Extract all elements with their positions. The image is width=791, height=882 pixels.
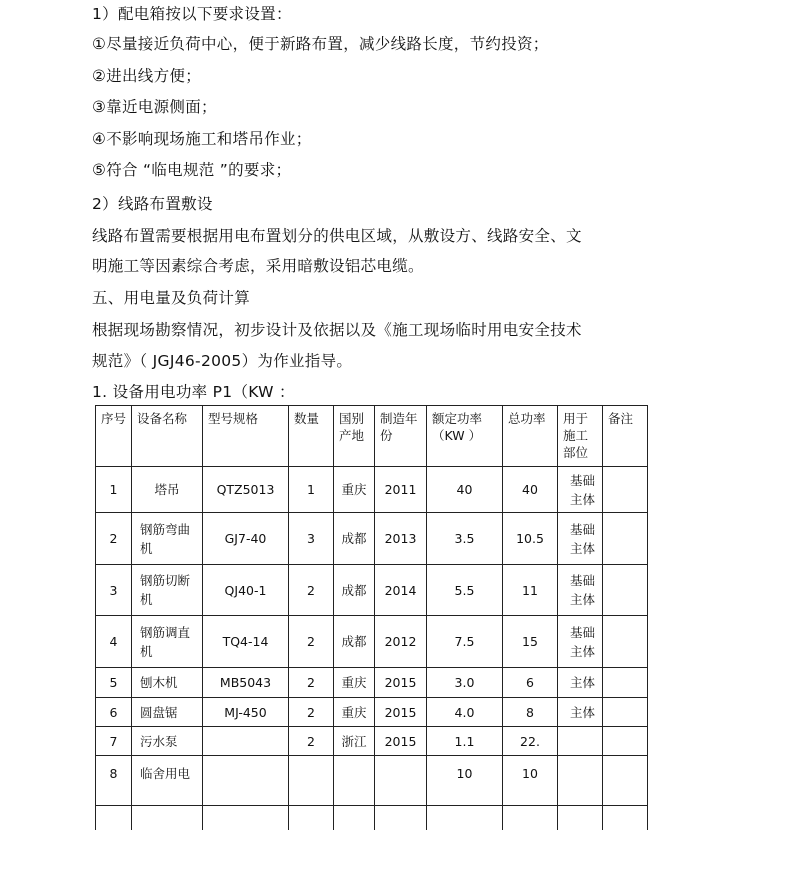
cell-remark xyxy=(603,806,648,830)
cell-origin: 成都 xyxy=(334,513,375,565)
header-rated: 额定功率（KW ） xyxy=(427,406,503,467)
cell-no: 4 xyxy=(96,616,132,668)
cell-remark xyxy=(603,616,648,668)
cell-usage xyxy=(558,806,603,830)
cell-origin xyxy=(334,756,375,806)
cell-model: GJ7-40 xyxy=(203,513,289,565)
cell-qty: 1 xyxy=(289,467,334,513)
cell-qty: 2 xyxy=(289,565,334,616)
cell-origin xyxy=(334,806,375,830)
table-row xyxy=(96,616,648,668)
cell-qty xyxy=(289,756,334,806)
table-header-row xyxy=(96,406,648,467)
cell-usage: 基础主体 xyxy=(558,616,603,668)
cell-total: 10 xyxy=(503,756,558,806)
cell-name xyxy=(132,806,203,830)
cell-rated: 40 xyxy=(427,467,503,513)
para-wiring-line2: 明施工等因素综合考虑，采用暗敷设铝芯电缆。 xyxy=(92,257,424,275)
table-row xyxy=(96,565,648,616)
cell-total: 11 xyxy=(503,565,558,616)
cell-no: 1 xyxy=(96,467,132,513)
cell-origin: 成都 xyxy=(334,565,375,616)
cell-usage xyxy=(558,727,603,756)
cell-total: 6 xyxy=(503,668,558,698)
cell-name: 塔吊 xyxy=(132,467,203,513)
cell-model xyxy=(203,806,289,830)
para-setup-heading: 1）配电箱按以下要求设置： xyxy=(92,5,292,23)
cell-total: 8 xyxy=(503,698,558,727)
cell-year xyxy=(375,756,427,806)
cell-model: MB5043 xyxy=(203,668,289,698)
cell-year: 2015 xyxy=(375,698,427,727)
para-item-3: ③靠近电源侧面； xyxy=(92,98,217,116)
cell-name: 钢筋调直机 xyxy=(132,616,203,668)
cell-no: 6 xyxy=(96,698,132,727)
table-row xyxy=(96,756,648,806)
table-row xyxy=(96,668,648,698)
cell-total: 40 xyxy=(503,467,558,513)
cell-model: MJ-450 xyxy=(203,698,289,727)
cell-remark xyxy=(603,467,648,513)
cell-no: 2 xyxy=(96,513,132,565)
cell-name: 圆盘锯 xyxy=(132,698,203,727)
section-heading-load: 五、用电量及负荷计算 xyxy=(92,289,251,307)
table-row xyxy=(96,806,648,830)
cell-remark xyxy=(603,698,648,727)
cell-total: 15 xyxy=(503,616,558,668)
para-basis-line2: 规范》（ JGJ46-2005）为作业指导。 xyxy=(92,352,353,370)
cell-no: 5 xyxy=(96,668,132,698)
header-origin: 国别产地 xyxy=(334,406,375,467)
para-wiring-heading: 2）线路布置敷设 xyxy=(92,195,213,213)
cell-rated: 4.0 xyxy=(427,698,503,727)
cell-qty xyxy=(289,806,334,830)
para-wiring-line1: 线路布置需要根据用电布置划分的供电区域，从敷设方、线路安全、文 xyxy=(92,227,582,245)
cell-model xyxy=(203,727,289,756)
header-qty: 数量 xyxy=(289,406,334,467)
cell-qty: 2 xyxy=(289,616,334,668)
cell-name: 临舍用电 xyxy=(132,756,203,806)
table-row xyxy=(96,698,648,727)
cell-remark xyxy=(603,668,648,698)
cell-usage: 基础主体 xyxy=(558,513,603,565)
cell-qty: 3 xyxy=(289,513,334,565)
para-item-4: ④不影响现场施工和塔吊作业； xyxy=(92,130,312,148)
header-no: 序号 xyxy=(96,406,132,467)
cell-usage: 主体 xyxy=(558,668,603,698)
cell-model: TQ4-14 xyxy=(203,616,289,668)
cell-usage: 主体 xyxy=(558,698,603,727)
cell-remark xyxy=(603,565,648,616)
cell-no: 8 xyxy=(96,756,132,806)
cell-rated: 10 xyxy=(427,756,503,806)
cell-model: QTZ5013 xyxy=(203,467,289,513)
para-item-2: ②进出线方便； xyxy=(92,67,201,85)
cell-year xyxy=(375,806,427,830)
table-row xyxy=(96,513,648,565)
cell-name: 污水泵 xyxy=(132,727,203,756)
cell-origin: 浙江 xyxy=(334,727,375,756)
cell-rated: 7.5 xyxy=(427,616,503,668)
cell-rated: 3.5 xyxy=(427,513,503,565)
cell-year: 2011 xyxy=(375,467,427,513)
cell-total: 10.5 xyxy=(503,513,558,565)
cell-name: 刨木机 xyxy=(132,668,203,698)
cell-qty: 2 xyxy=(289,727,334,756)
cell-total: 22. xyxy=(503,727,558,756)
cell-usage xyxy=(558,756,603,806)
cell-no: 7 xyxy=(96,727,132,756)
cell-origin: 重庆 xyxy=(334,668,375,698)
para-item-1: ①尽量接近负荷中心，便于新路布置，减少线路长度，节约投资； xyxy=(92,35,549,53)
cell-year: 2015 xyxy=(375,668,427,698)
cell-remark xyxy=(603,756,648,806)
cell-rated: 3.0 xyxy=(427,668,503,698)
header-name: 设备名称 xyxy=(132,406,203,467)
cell-year: 2014 xyxy=(375,565,427,616)
cell-remark xyxy=(603,727,648,756)
cell-no xyxy=(96,806,132,830)
cell-origin: 成都 xyxy=(334,616,375,668)
cell-usage: 基础主体 xyxy=(558,565,603,616)
table-row xyxy=(96,467,648,513)
cell-rated xyxy=(427,806,503,830)
cell-name: 钢筋弯曲机 xyxy=(132,513,203,565)
header-model: 型号规格 xyxy=(203,406,289,467)
header-remark: 备注 xyxy=(603,406,648,467)
cell-year: 2013 xyxy=(375,513,427,565)
cell-remark xyxy=(603,513,648,565)
cell-origin: 重庆 xyxy=(334,698,375,727)
cell-model: QJ40-1 xyxy=(203,565,289,616)
cell-qty: 2 xyxy=(289,698,334,727)
cell-usage: 基础主体 xyxy=(558,467,603,513)
para-item-5: ⑤符合 “临电规范 ”的要求； xyxy=(92,161,292,179)
cell-no: 3 xyxy=(96,565,132,616)
cell-year: 2015 xyxy=(375,727,427,756)
header-total: 总功率 xyxy=(503,406,558,467)
table-caption: 1. 设备用电功率 P1（KW ： xyxy=(92,383,295,401)
cell-name: 钢筋切断机 xyxy=(132,565,203,616)
cell-model xyxy=(203,756,289,806)
cell-year: 2012 xyxy=(375,616,427,668)
cell-origin: 重庆 xyxy=(334,467,375,513)
header-year: 制造年份 xyxy=(375,406,427,467)
cell-rated: 1.1 xyxy=(427,727,503,756)
cell-qty: 2 xyxy=(289,668,334,698)
para-basis-line1: 根据现场勘察情况，初步设计及依据以及《施工现场临时用电安全技术 xyxy=(92,321,582,339)
cell-total xyxy=(503,806,558,830)
cell-rated: 5.5 xyxy=(427,565,503,616)
equipment-table xyxy=(95,405,648,830)
table-row xyxy=(96,727,648,756)
header-usage: 用于施工部位 xyxy=(558,406,603,467)
